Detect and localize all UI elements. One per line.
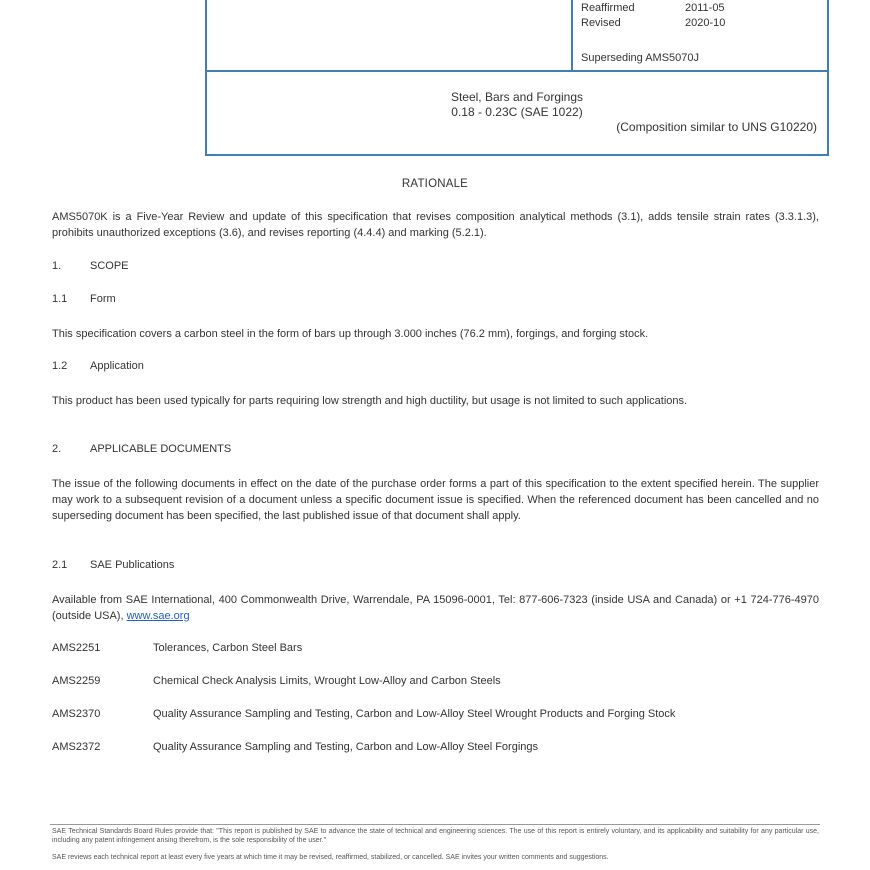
reaffirmed-value: 2011-05	[685, 2, 725, 14]
footer-note-1: SAE Technical Standards Board Rules provide that: "This report is published by SAE to advance the state of technical and engineering sciences. The use of this report is entirely voluntary, and its applicability and suitability for any particular use, including any patent infringement arising therefrom, is the sole responsibility of the user."	[52, 828, 819, 844]
reaffirmed-row	[581, 2, 725, 14]
footer-note-2: SAE reviews each technical report at least every five years at which time it may be revised, reaffirmed, stabilized, or cancelled. SAE invites your written comments and suggestions.	[52, 854, 609, 861]
reference-title: Tolerances, Carbon Steel Bars	[153, 642, 303, 654]
reference-row	[52, 675, 832, 687]
section-1-1-text: This specification covers a carbon steel in the form of bars up through 3.000 inches (76.2 mm), forgings, and forging stock.	[52, 328, 649, 340]
section-1-1-heading	[52, 293, 116, 305]
reference-row	[52, 642, 832, 654]
spec-header-box	[205, 0, 829, 156]
title-line-2: 0.18 - 0.23C (SAE 1022)	[451, 105, 583, 119]
revised-value: 2020-10	[685, 17, 726, 29]
sae-address-text: Available from SAE International, 400 Commonwealth Drive, Warrendale, PA 15096-0001, Tel: 877-606-7323 (inside USA and Canada) or +1 724-776-4970 (outside USA),	[52, 594, 819, 622]
section-title: APPLICABLE DOCUMENTS	[90, 443, 232, 455]
sae-website-link[interactable]: www.sae.org	[126, 610, 190, 622]
section-number: 2.	[52, 443, 62, 455]
section-2-heading	[52, 443, 231, 455]
section-2-1-heading	[52, 559, 174, 571]
reference-row	[52, 708, 832, 720]
reference-title: Quality Assurance Sampling and Testing, Carbon and Low-Alloy Steel Forgings	[153, 741, 539, 753]
footer-divider	[50, 824, 820, 825]
reference-title: Chemical Check Analysis Limits, Wrought Low-Alloy and Carbon Steels	[153, 675, 501, 687]
revised-row	[581, 17, 725, 29]
title-line-3: (Composition similar to UNS G10220)	[616, 120, 817, 134]
section-number: 1.2	[52, 360, 68, 372]
section-2-1-text	[52, 592, 819, 624]
reference-code: AMS2259	[52, 675, 101, 687]
section-1-2-heading	[52, 360, 144, 372]
section-1-2-text: This product has been used typically for parts requiring low strength and high ductility, but usage is not limited to such applications.	[52, 395, 688, 407]
section-title: Application	[90, 360, 144, 372]
section-number: 1.	[52, 260, 62, 272]
reference-title: Quality Assurance Sampling and Testing, Carbon and Low-Alloy Steel Wrought Products and Forging Stock	[153, 708, 676, 720]
header-logo-cell	[207, 0, 573, 72]
section-title: Form	[90, 293, 116, 305]
reference-code: AMS2372	[52, 741, 101, 753]
spec-title	[207, 90, 827, 135]
section-number: 2.1	[52, 559, 68, 571]
reference-code: AMS2251	[52, 642, 101, 654]
reference-code: AMS2370	[52, 708, 101, 720]
section-title: SCOPE	[90, 260, 129, 272]
rationale-heading: RATIONALE	[401, 178, 469, 190]
section-title: SAE Publications	[90, 559, 175, 571]
superseding-note: Superseding AMS5070J	[581, 52, 700, 64]
rationale-text: AMS5070K is a Five-Year Review and update of this specification that revises composition analytical methods (3.1), adds tensile strain rates (3.3.1.3), prohibits unauthorized exceptions (3.6), and revises reporting (4.4.4) and marking (5.2.1).	[52, 211, 819, 239]
section-2-text: The issue of the following documents in effect on the date of the purchase order forms a part of this specification to the extent specified herein. The supplier may work to a subsequent revision of a document unless a specific document issue is specified. When the referenced document has been cancelled and no superseding document has been specified, the last published issue of that document shall apply.	[52, 478, 819, 522]
section-1-heading	[52, 260, 129, 272]
revised-label: Revised	[581, 17, 621, 29]
reference-row	[52, 741, 832, 753]
title-line-1: Steel, Bars and Forgings	[450, 90, 584, 104]
header-meta-cell	[573, 0, 827, 72]
reaffirmed-label: Reaffirmed	[581, 2, 635, 14]
section-number: 1.1	[52, 293, 68, 305]
